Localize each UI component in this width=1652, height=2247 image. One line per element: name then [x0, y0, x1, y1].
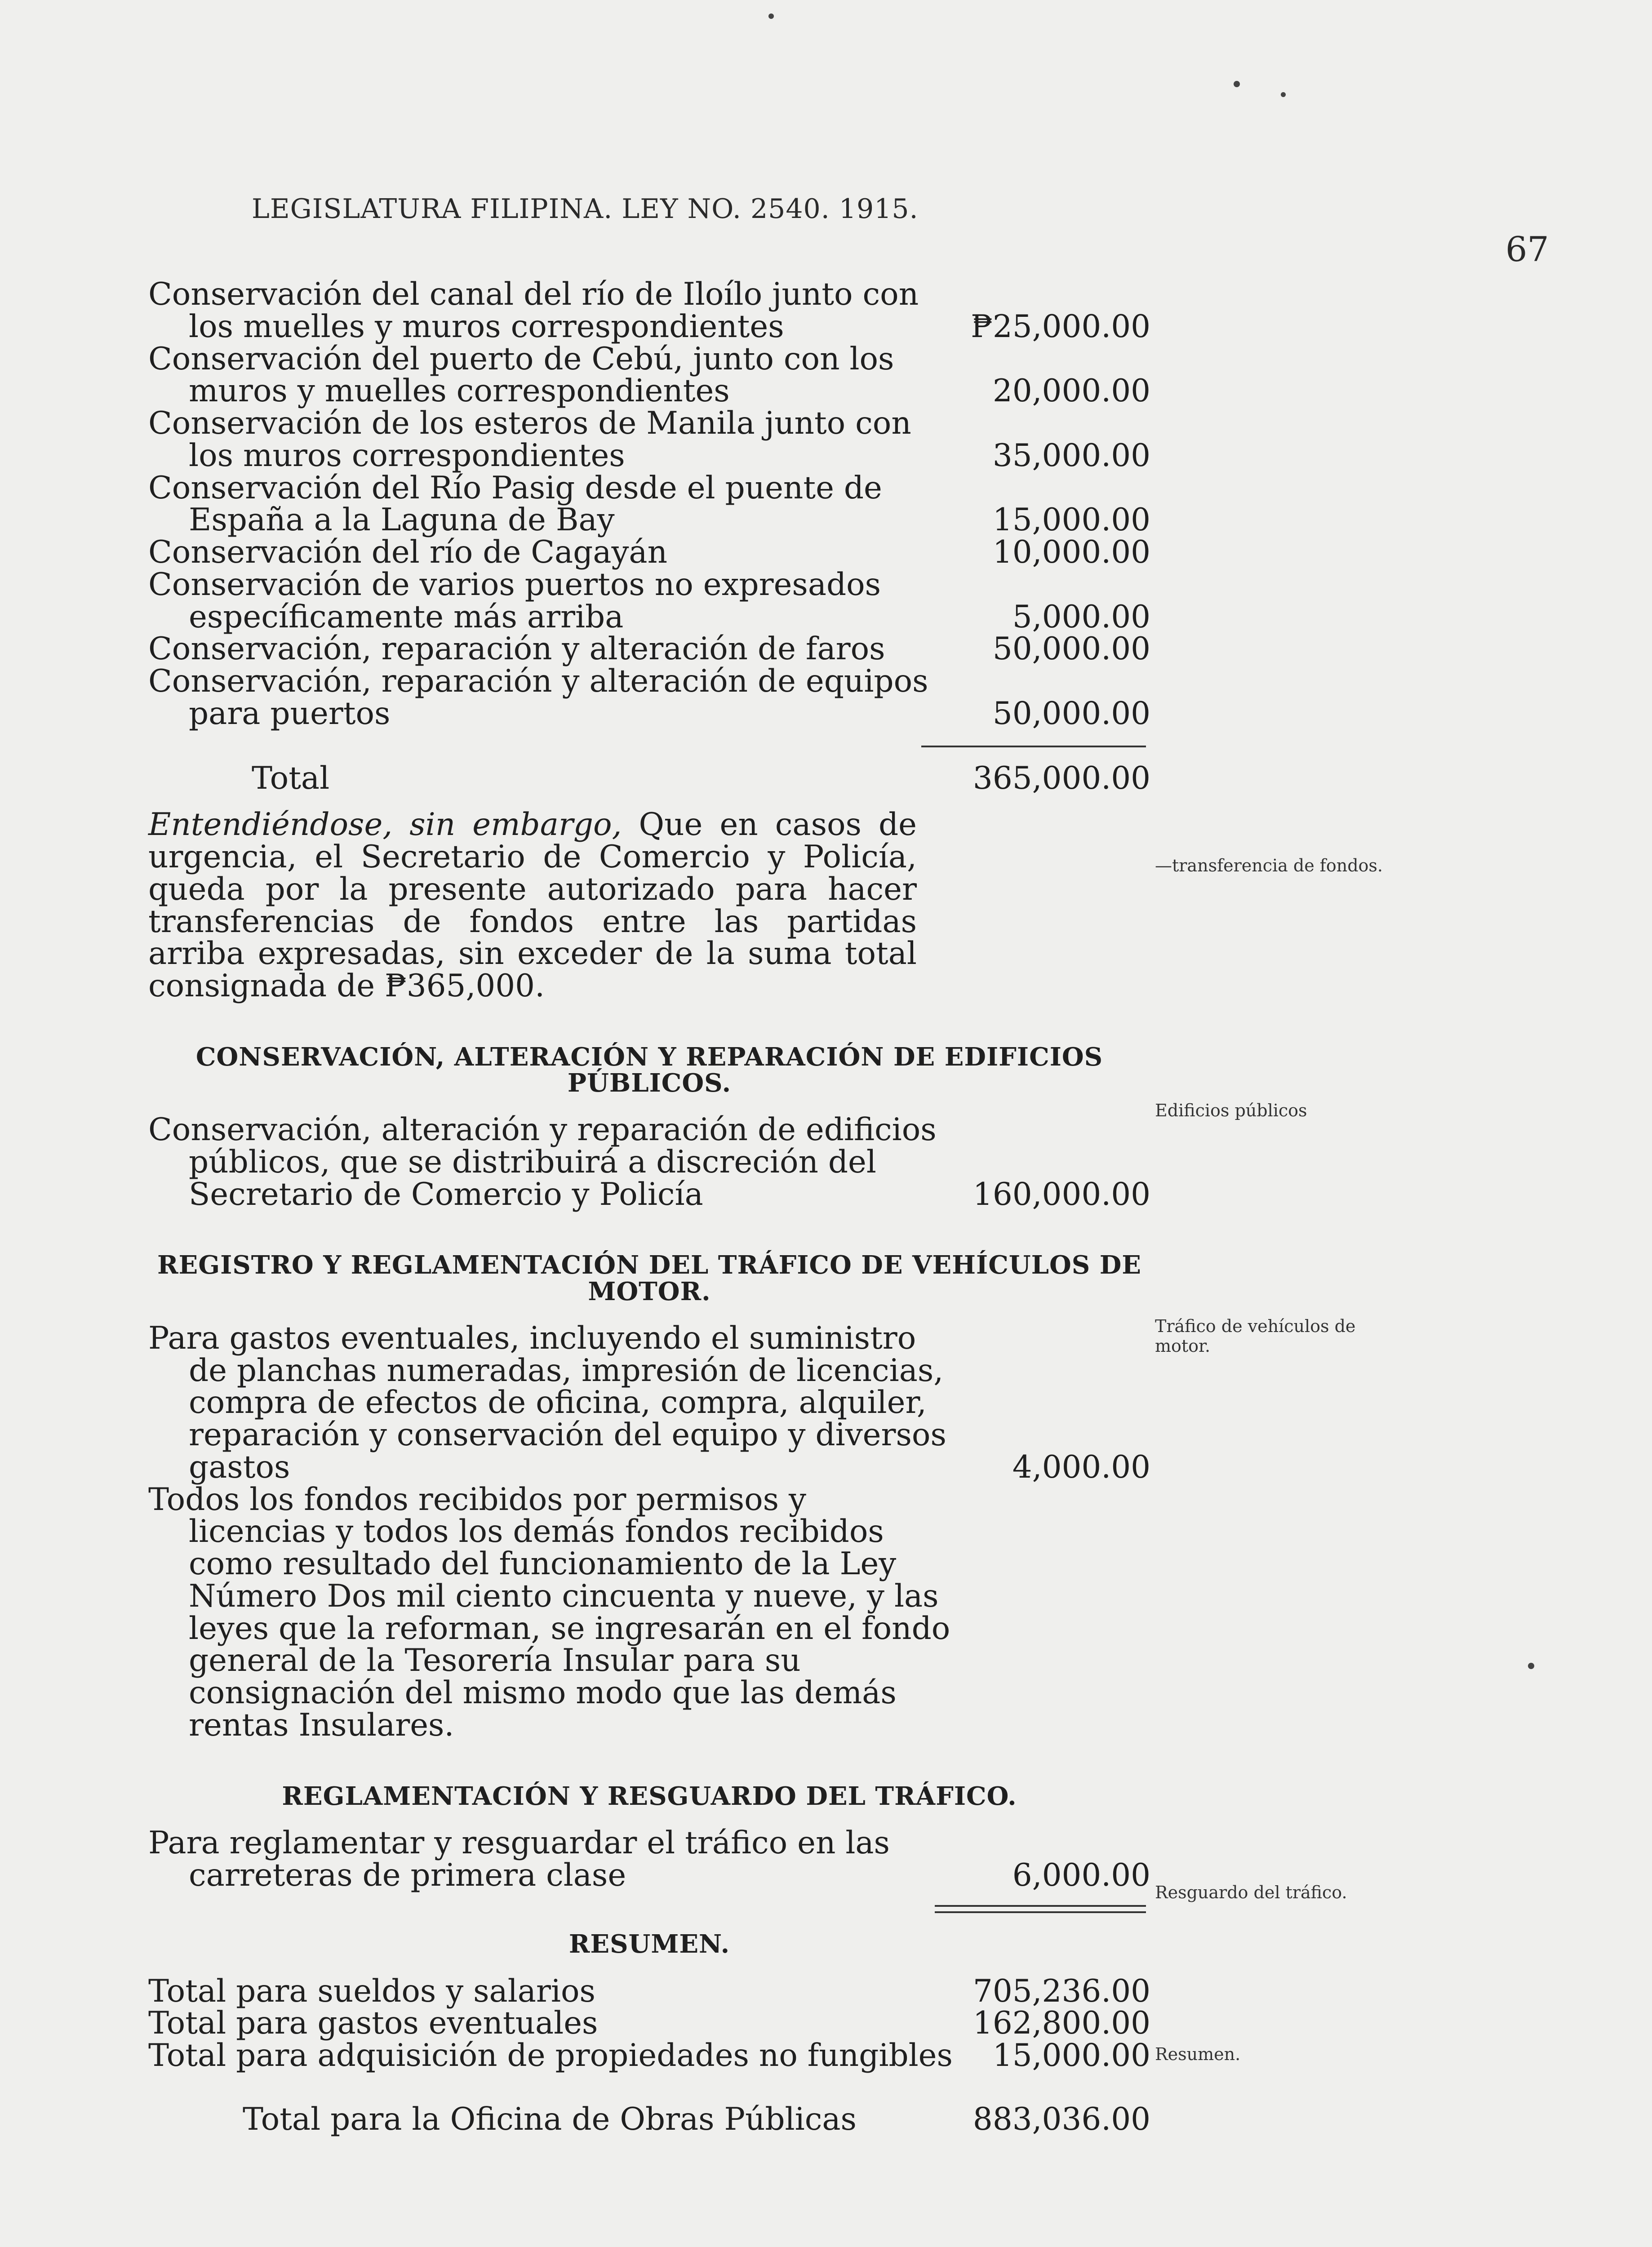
paper-speck — [1528, 1663, 1534, 1669]
item-description: Conservación de varios puertos no expresados específicamente más arriba — [148, 566, 881, 635]
item-description: Conservación, reparación y alteración de faros — [148, 631, 885, 667]
proviso-lead: Entendiéndose, sin embargo, — [148, 807, 622, 843]
side-note-transferencia: —transferencia de fondos. — [1155, 856, 1383, 875]
appropriation-item — [148, 343, 1150, 408]
paper-speck — [1234, 81, 1240, 87]
appropriation-item — [148, 276, 1150, 345]
summary-total-amount: 883,036.00 — [973, 2101, 1150, 2137]
appropriation-item — [148, 472, 1150, 537]
section-title-edificios: CONSERVACIÓN, ALTERACIÓN Y REPARACIÓN DE EDIFICIOS PÚBLICOS. — [195, 1042, 1103, 1098]
proviso-text: Que en casos de urgencia, el Secretario de Comercio y Policía, queda por la presente autorizado para hacer transferencias de fondos entre las partidas arriba expresadas, sin exceder de la suma total consignada de ₱365,000. — [148, 807, 917, 1004]
item-amount: 6,000.00 — [1012, 1857, 1150, 1893]
appropriation-item — [148, 1827, 1150, 1892]
running-head: LEGISLATURA FILIPINA. LEY NO. 2540. 1915. — [252, 193, 919, 225]
appropriation-item — [148, 566, 1150, 635]
summary-amount: 15,000.00 — [992, 2038, 1150, 2074]
item-description: Conservación del río de Cagayán — [148, 534, 668, 570]
paper-speck — [768, 13, 774, 19]
item-description: Conservación, reparación y alteración de equipos para puertos — [148, 663, 928, 732]
item-amount: 50,000.00 — [992, 631, 1150, 667]
total-rule — [921, 746, 1146, 747]
appropriation-item — [148, 663, 1150, 732]
side-note-edificios: Edificios públicos — [1155, 1101, 1307, 1120]
appropriation-item — [148, 534, 1150, 570]
double-rule — [935, 1905, 1146, 1913]
item-description: Conservación del Río Pasig desde el puente de España a la Laguna de Bay — [148, 470, 882, 538]
summary-description: Total para sueldos y salarios — [148, 1973, 595, 2009]
appropriation-item — [148, 1320, 1150, 1485]
summary-description: Total para adquisición de propiedades no fungibles — [148, 2038, 953, 2074]
item-amount: 5,000.00 — [1012, 599, 1150, 635]
page-number: 67 — [1505, 229, 1549, 269]
total-row — [148, 760, 1150, 796]
section-title-resguardo: REGLAMENTACIÓN Y RESGUARDO DEL TRÁFICO. — [282, 1781, 1017, 1811]
side-note-resguardo: Resguardo del tráfico. — [1155, 1883, 1347, 1902]
side-note-resumen: Resumen. — [1155, 2044, 1241, 2064]
summary-row — [148, 2007, 1150, 2040]
section-title-trafico: REGISTRO Y REGLAMENTACIÓN DEL TRÁFICO DE VEHÍCULOS DE MOTOR. — [157, 1250, 1141, 1306]
section-title-resumen: RESUMEN. — [568, 1929, 730, 1959]
item-amount: 15,000.00 — [992, 502, 1150, 538]
summary-total-row — [148, 2101, 1150, 2137]
total-label: Total — [252, 760, 330, 796]
summary-amount: 162,800.00 — [973, 2005, 1150, 2042]
item-amount: 4,000.00 — [1012, 1449, 1150, 1485]
summary-total-description: Total para la Oficina de Obras Públicas — [243, 2101, 857, 2137]
funds-note-row — [148, 1481, 1150, 1743]
item-description: Para gastos eventuales, incluyendo el suministro de planchas numeradas, impresión de licencias, compra de efectos de oficina, compra, alquiler, reparación y conservación del equipo y diversos gastos — [148, 1320, 946, 1485]
appropriation-item — [148, 1114, 1150, 1211]
paper-speck — [1281, 92, 1286, 97]
item-description: Conservación del puerto de Cebú, junto con los muros y muelles correspondientes — [148, 341, 894, 409]
item-description: Conservación de los esteros de Manila junto con los muros correspondientes — [148, 405, 911, 474]
summary-row — [148, 2040, 1150, 2072]
item-amount: 160,000.00 — [973, 1176, 1150, 1212]
document-body — [148, 276, 1150, 2137]
item-amount: 35,000.00 — [992, 437, 1150, 474]
side-note-trafico: Tráfico de vehículos de motor. — [1155, 1316, 1356, 1356]
item-amount: ₱25,000.00 — [971, 308, 1150, 345]
item-description: Conservación del canal del río de Iloílo junto con los muelles y muros correspondientes — [148, 276, 919, 345]
item-description: Para reglamentar y resguardar el tráfico en las carreteras de primera clase — [148, 1825, 890, 1893]
total-amount: 365,000.00 — [973, 760, 1150, 796]
item-amount: 50,000.00 — [992, 695, 1150, 732]
item-amount: 20,000.00 — [992, 373, 1150, 409]
summary-description: Total para gastos eventuales — [148, 2005, 598, 2042]
appropriation-list — [148, 276, 1150, 732]
proviso-paragraph — [148, 809, 917, 1003]
funds-note: Todos los fondos recibidos por permisos y licencias y todos los demás fondos recibidos como resultado del funcionamiento de la Ley Número Dos mil ciento cincuenta y nueve, y las leyes que la reforman, se ingresarán en el fondo general de la Tesorería Insular para su consignación del mismo modo que las demás rentas Insulares. — [148, 1481, 950, 1743]
item-amount: 10,000.00 — [992, 534, 1150, 570]
summary-amount: 705,236.00 — [973, 1973, 1150, 2009]
summary-row — [148, 1973, 1150, 2009]
item-description: Conservación, alteración y reparación de edificios públicos, que se distribuirá a discreción del Secretario de Comercio y Policía — [148, 1112, 937, 1212]
appropriation-item — [148, 405, 1150, 474]
appropriation-item — [148, 633, 1150, 666]
